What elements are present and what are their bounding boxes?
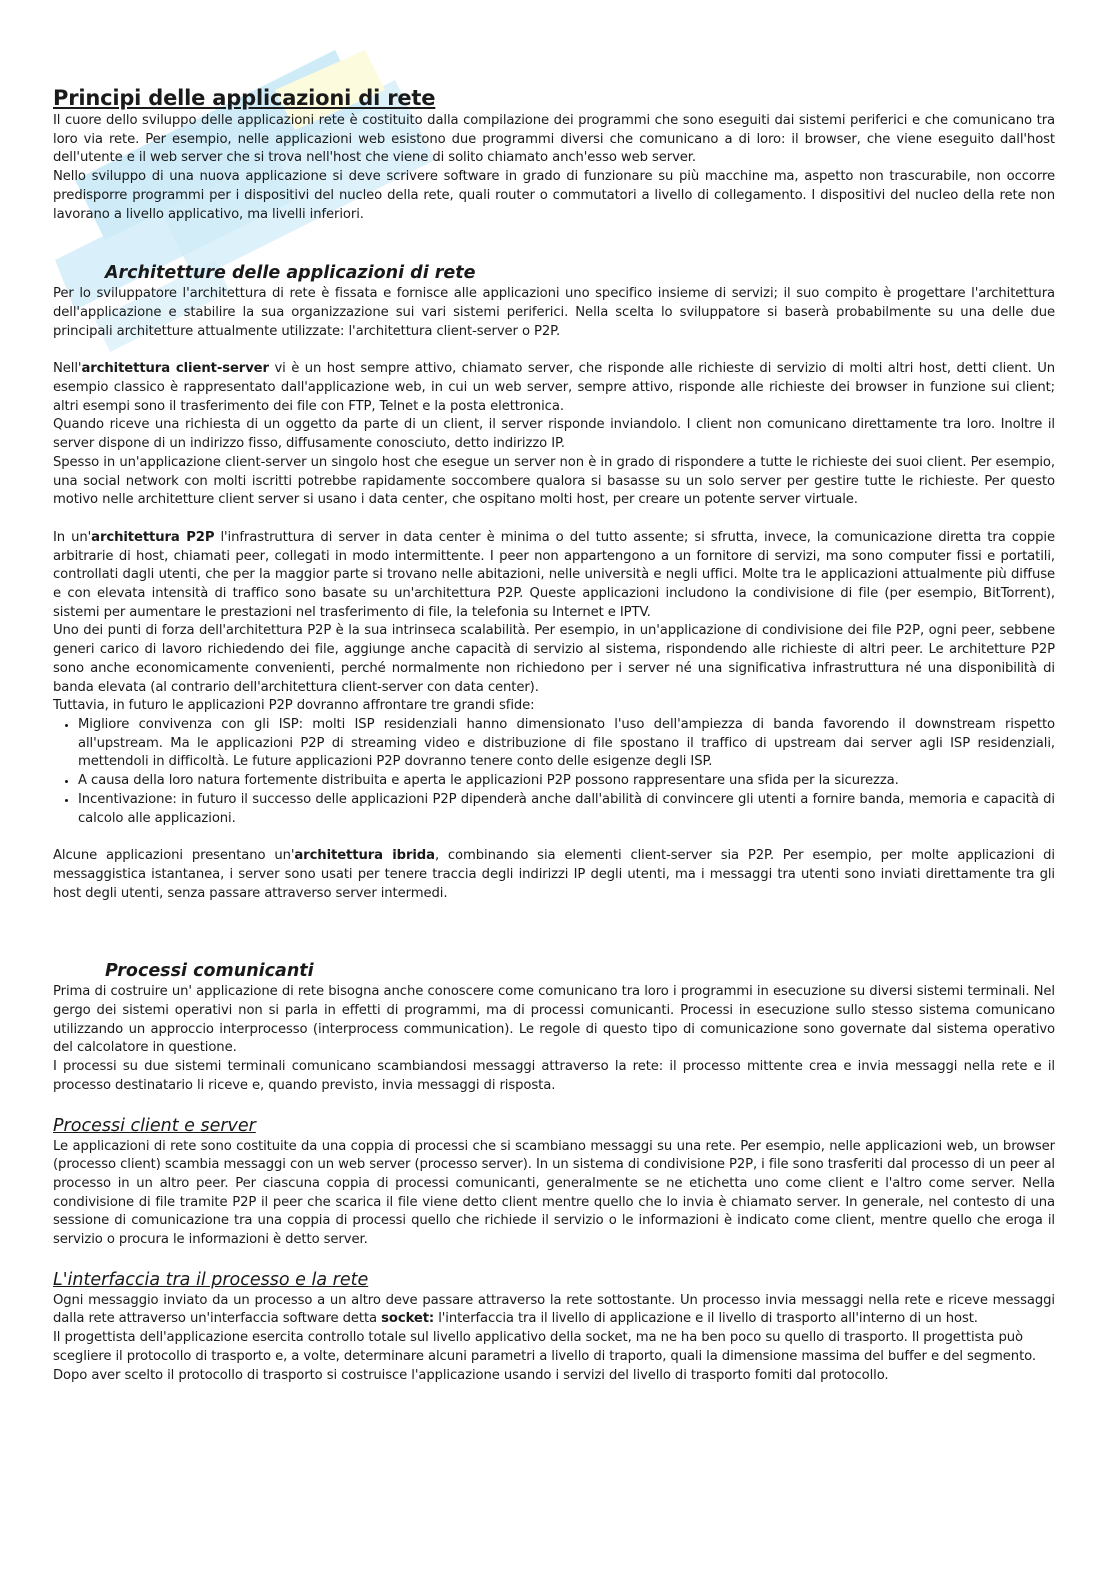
client-server-paragraph-2: Quando riceve una richiesta di un oggetto da parte di un client, il server risponde inviandolo. I client non comunicano direttamente tra loro. Inoltre il server dispone di un indirizzo fisso, diffusamente conosciuto, detto indirizzo IP. — [53, 417, 1055, 452]
p2p-paragraph-1 — [53, 529, 1055, 623]
hybrid-paragraph — [53, 847, 1055, 903]
list-item: • A causa della loro natura fortemente distribuita e aperta le applicazioni P2P possono rappresentare una sfida per la sicurezza. — [78, 772, 1055, 791]
subheading-interfaccia: L'interfaccia tra il processo e la rete — [53, 1269, 369, 1290]
client-server-process-paragraph: Le applicazioni di rete sono costituite da una coppia di processi che si scambiano messaggi su una rete. Per esempio, nelle applicazioni web, un browser (processo client) scambia messaggi con un web server (processo server). In un sistema di condivisione P2P, i file sono trasferiti dal processo di un peer al processo in un altro peer. Per ciascuna coppia di processi comunicanti, generalmente se ne etichetta uno come client e l'altro come server. Nella condivisione di file tramite P2P il peer che scarica il file viene detto client mentre quello che lo invia è chiamato server. In generale, nel contesto di una sessione di comunicazione tra una coppia di processi quello che richiede il servizio o le informazioni è indicato come client, mentre quello che eroga il servizio o procura le informazioni è detto server. — [53, 1138, 1055, 1248]
hybrid-term: architettura ibrida — [294, 848, 435, 864]
client-server-pre: Nell' — [53, 361, 82, 377]
section-heading-architetture: Architetture delle applicazioni di rete — [105, 263, 476, 284]
page-title: Principi delle applicazioni di rete — [53, 86, 436, 110]
spacer — [53, 903, 1055, 959]
processi-paragraph-2: I processi su due sistemi terminali comunicano scambiandosi messaggi attraverso la rete: il processo mittente crea e invia messaggi nella rete e il processo destinatario li riceve e, quando previsto, invia messaggi di risposta. — [53, 1059, 1055, 1093]
spacer — [53, 510, 1055, 529]
intro-paragraph-1: Il cuore dello sviluppo delle applicazioni rete è costituito dalla compilazione dei programmi che sono eseguiti dai sistemi periferici e che comunicano tra loro via rete. Per esempio, nelle applicazioni web esistono due programmi diversi che comunicano a di loro: il browser, che viene eseguito dall'host dell'utente e il web server che si trova nell'host che viene di solito chiamato anch'esso web server. — [53, 113, 1055, 166]
socket-paragraph-2: Il progettista dell'applicazione esercita controllo totale sul livello applicativo della socket, ma ne ha ben poco su quello di trasporto. Il progettista può scegliere il protocollo di trasporto e, a volte, determinare alcuni parametri a livello di traporto, quali la dimensione massima del buffer e del segmento. Dopo aver scelto il protocollo di trasporto si costruisce l'applicazione usando i servizi del livello di trasporto fomiti dal protocollo. — [53, 1330, 1036, 1383]
processi-paragraph-1: Prima di costruire un' applicazione di rete bisogna anche conoscere come comunicano tra loro i programmi in esecuzione su diversi sistemi terminali. Nel gergo dei sistemi operativi non si parla in effetti di programmi, ma di processi comunicanti. Processi in esecuzione sullo stesso sistema comunicano utilizzando un approccio interprocesso (interprocess communication). Le regole di questo tipo di comunicazione sono governate dal sistema operativo del calcolatore in questione. — [53, 984, 1055, 1056]
spacer — [53, 341, 1055, 360]
list-item: • Incentivazione: in futuro il successo delle applicazioni P2P dipenderà anche dall'abilità di convincere gli utenti a fornire banda, memoria e capacità di calcolo alle applicazioni. — [78, 791, 1055, 828]
p2p-post: l'infrastruttura di server in data center è minima o del tutto assente; si sfrutta, invece, la comunicazione diretta tra coppie arbitrarie di host, chiamati peer, collegati in modo intermittente. I peer non appartengono a un fornitore di servizi, ma sono computer fissi e portatili, controllati dagli utenti, che per la maggior parte si trovano nelle abitazioni, nelle università e negli uffici. Molte tra le applicazioni attualmente più diffuse e con elevata intensità di traffico sono basate su un'architettura P2P. Queste applicazioni includono la condivisione di file (per esempio, BitTorrent), sistemi per aumentare le prestazioni nel trasferimento di file, la telefonia su Internet e IPTV. — [53, 529, 1055, 620]
architetture-paragraph-1: Per lo sviluppatore l'architettura di rete è fissata e fornisce alle applicazioni uno specifico insieme di servizi; il suo compito è progettare l'architettura dell'applicazione e stabilire la sua organizzazione sui vari sistemi periferici. Nella scelta lo sviluppatore si baserà probabilmente su una delle due principali architetture attualmente utilizzate: l'architettura client-server o P2P. — [53, 286, 1055, 339]
spacer — [53, 828, 1055, 847]
spacer — [53, 1250, 1055, 1268]
socket-post: l'interfaccia tra il livello di applicazione e il livello di trasporto all'interno di un host. — [434, 1311, 978, 1327]
spacer — [53, 1096, 1055, 1114]
socket-term: socket: — [381, 1311, 435, 1327]
hybrid-pre: Alcune applicazioni presentano un' — [53, 848, 295, 864]
client-server-paragraph-3: Spesso in un'applicazione client-server un singolo host che esegue un server non è in grado di rispondere a tutte le richieste dei suoi client. Per esempio, una social network con molti iscritti potrebbe rapidamente soccombere qualora si basasse su un solo server per gestire tutte le richieste. Per questo motivo nelle architetture client server si usano i data center, che ospitano molti host, per creare un potente server virtuale. — [53, 454, 1055, 508]
p2p-challenges-list — [53, 716, 1055, 828]
p2p-pre: In un' — [53, 529, 92, 545]
client-server-post: vi è un host sempre attivo, chiamato server, che risponde alle richieste di servizio di molti altri host, detti client. Un esempio classico è rappresentato dall'applicazione web, in cui un web server, sempre attivo, risponde alle richieste dei browser in funzione sui client; altri esempi sono il trasferimento dei file con FTP, Telnet e la posta elettronica. — [53, 361, 1055, 414]
document-page — [53, 84, 1055, 1385]
socket-pre: Ogni messaggio inviato da un processo a un altro deve passare attraverso la rete sottostante. Un processo invia messaggi nella rete e riceve messaggi dalla rete attraverso un'interfaccia software detta — [53, 1292, 1055, 1327]
subheading-client-server: Processi client e server — [53, 1115, 256, 1136]
p2p-term: architettura P2P — [91, 529, 215, 545]
socket-paragraph-1 — [53, 1292, 1055, 1329]
section-heading-processi: Processi comunicanti — [105, 961, 314, 982]
p2p-paragraph-3: Tuttavia, in futuro le applicazioni P2P dovranno affrontare tre grandi sfide: — [53, 698, 535, 714]
list-item: • Migliore convivenza con gli ISP: molti ISP residenziali hanno dimensionato l'uso dell'ampiezza di banda favorendo il downstream rispetto all'upstream. Ma le applicazioni P2P di streaming video e distribuzione di file spostano il traffico di upstream dai server agli ISP residenziali, mettendoli in difficoltà. Le future applicazioni P2P dovranno tenere conto delle esigenze degli ISP. — [78, 716, 1055, 772]
intro-paragraph-2: Nello sviluppo di una nuova applicazione si deve scrivere software in grado di funzionare su più macchine ma, aspetto non trascurabile, non occorre predisporre programmi per i dispositivi del nucleo della rete, quali router o commutatori a livello di collegamento. I dispositivi del nucleo della rete non lavorano a livello applicativo, ma livelli inferiori. — [53, 169, 1055, 222]
p2p-paragraph-2: Uno dei punti di forza dell'architettura P2P è la sua intrinseca scalabilità. Per esempio, in un'applicazione di condivisione dei file P2P, ogni peer, sebbene generi carico di lavoro richiedendo dei file, aggiunge anche capacità di servizio al sistema, rispondendo alle richieste di altri peer. Le architetture P2P sono anche economicamente convenienti, perché normalmente non richiedono per i server né una significativa infrastruttura né una disponibilità di banda elevata (al contrario dell'architettura client-server con data center). — [53, 623, 1055, 695]
client-server-term: architettura client-server — [81, 361, 269, 377]
hybrid-post: , combinando sia elementi client-server sia P2P. Per esempio, per molte applicazioni di messaggistica istantanea, i server sono usati per tenere traccia degli indirizzi IP degli utenti, ma i messaggi tra utenti sono inviati direttamente tra gli host degli utenti, senza passare attraverso server intermedi. — [53, 848, 1055, 901]
spacer — [53, 224, 1055, 261]
client-server-paragraph-1 — [53, 360, 1055, 416]
